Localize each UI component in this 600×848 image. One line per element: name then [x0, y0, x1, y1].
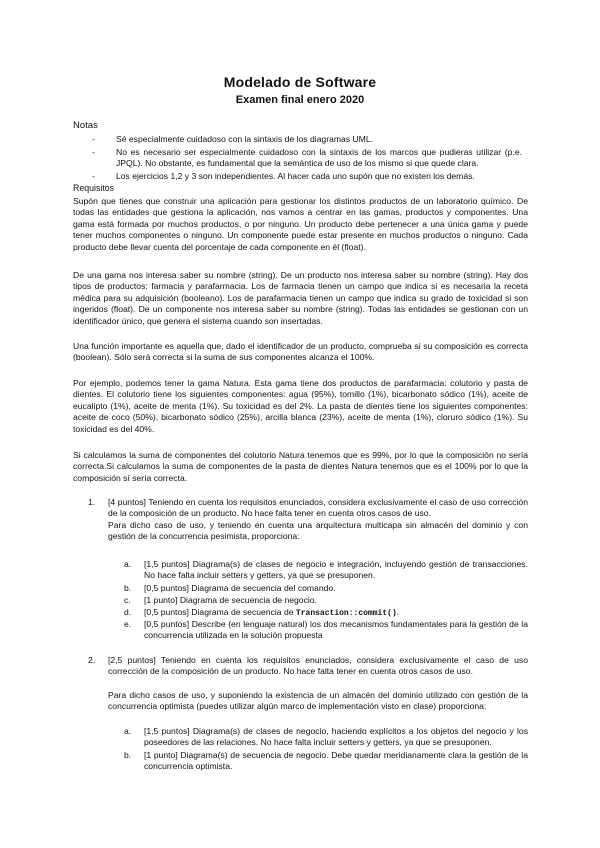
- item-letter: c.: [124, 595, 131, 605]
- item-text: [1 punto] Diagrama(s) de secuencia de negocio. Debe quedar meridianamente clara la gestión de la concurrencia optimista.: [144, 750, 528, 772]
- document-title: Modelado de Software: [223, 74, 377, 90]
- exercise-item: [124, 559, 528, 581]
- requisitos-heading: Requisitos: [73, 183, 115, 193]
- item-text: [1 punto] Diagrama de secuencia de negocio.: [144, 595, 317, 605]
- item-letter: a.: [124, 726, 132, 736]
- exercise-intro: [2,5 puntos] Teniendo en cuenta los requisitos enunciados, considera exclusivamente el caso de uso corrección de la composición de un producto. No hace falta tener en cuenta otros casos de uso.: [108, 655, 528, 677]
- exercise-intro-2: Para dicho caso de uso, y teniendo en cuenta una arquitectura multicapa sin almacén del dominio y con gestión de la concurrencia pesimista, proporciona:: [108, 519, 528, 542]
- requisitos-paragraph: Si calculamos la suma de componentes del colutorio Natura tenemos que es 99%, por lo que la composición no sería correcta.Si calculamos la suma de componentes de la pasta de dientes Natura tenemos que es el 100% por lo que la composición sí sería correcta.: [73, 450, 528, 483]
- bullet-marker: -: [92, 134, 95, 144]
- exercise-item: [124, 619, 528, 641]
- nota-text: Sé especialmente cuidadoso con la sintaxis de los diagramas UML.: [116, 134, 373, 144]
- nota-item: [92, 147, 522, 169]
- exercise-number: 2.: [88, 655, 96, 665]
- item-text: [1,5 puntos] Diagrama(s) de clases de negocio, haciendo explícitos a los objetos del negocio y los poseedores de las relaciones. No hace falta incluir setters y getters, ya que se presuponen.: [144, 726, 528, 748]
- item-text-suffix: .: [396, 607, 400, 617]
- exercise-intro-2: Para dicho casos de uso, y suponiendo la existencia de un almacén del dominio utilizado con gestión de la concurrencia optimista (puedes utilizar algún marco de implementación visto en clase) proporciona:: [108, 690, 528, 712]
- nota-text: No es necesario ser especialmente cuidadoso con la sintaxis de los marcos que pudieras utilizar (p.e. JPQL). No obstante, es fundamental que la semántica de uso de los mismo si que quede clara.: [116, 147, 522, 169]
- code-snippet: Transaction::commit(): [295, 609, 397, 618]
- exercise-number: 1.: [88, 497, 96, 507]
- exercise-2-intro-2: [88, 690, 528, 713]
- item-letter: e.: [124, 619, 132, 629]
- notas-heading: Notas: [73, 120, 98, 131]
- item-text: [1,5 puntos] Diagrama(s) de clases de negocio e integración, incluyendo gestión de transacciones. No hace falta incluir setters y getters, ya que se presuponen.: [144, 559, 528, 581]
- exercise-item: [124, 583, 528, 594]
- exercise-item: [124, 726, 528, 748]
- requisitos-paragraph: De una gama nos interesa saber su nombre (string). De un producto nos interesa saber su nombre (string). Hay dos tipos de productos: farmacia y parafarmacia. Los de farmacia tienen un campo que indica si es necesaria la receta médica para su adquisición (booleano). Los de parafarmacia tienen un campo que indica su grado de toxicidad si son ingeridos (float). De un componente nos interesa saber su nombre (string). Todas las entidades se gestionan con un identificador único, que genera el sistema cuando son insertadas.: [73, 270, 528, 326]
- exercise-intro: [4 puntos] Teniendo en cuenta los requisitos enunciados, considera exclusivamente el caso de uso corrección de la composición de un producto. No hace falta tener en cuenta otros casos de uso.: [108, 497, 528, 519]
- exercise-2: [88, 655, 528, 678]
- item-text: [0,5 puntos] Describe (en lenguaje natural) los dos mecanismos fundamentales para la gestión de la concurrencia utilizada en la solución propuesta: [144, 619, 528, 641]
- bullet-marker: -: [92, 171, 95, 181]
- item-letter: b.: [124, 583, 132, 593]
- exercise-item: [124, 750, 528, 772]
- bullet-marker: -: [92, 147, 95, 157]
- nota-item: [92, 171, 522, 182]
- requisitos-paragraph: Una función importante es aquella que, dado el identificador de un producto, comprueba si su composición es correcta (boolean). Sólo será correcta si la suma de sus componentes alcanza el 100%.: [73, 341, 528, 363]
- requisitos-paragraph: Supón que tienes que construir una aplicación para gestionar los distintos productos de un laboratorio químico. De todas las entidades que gestiona la aplicación, nos vamos a centrar en las gamas, productos y componentes. Una gama está formada por muchos productos, o por ninguno. Un producto debe pertenecer a una única gama y puede tener muchos componentes o ninguno. Un componente puede estar presente en muchos productos o ninguno. Cada producto debe llevar cuenta del porcentaje de cada componente en él (float).: [73, 196, 528, 252]
- item-text: [144, 607, 528, 619]
- nota-item: [92, 134, 522, 145]
- item-letter: d.: [124, 607, 132, 617]
- exercise-1: [88, 497, 528, 543]
- item-letter: b.: [124, 750, 132, 760]
- requisitos-paragraph: Por ejemplo, podemos tener la gama Natura. Esta gama tiene dos productos de parafarmacia: colutorio y pasta de dientes. El colutorio tiene los siguientes componentes: agua (95%), tomillo (1%), bicarbonato sódico (1%), aceite de eucalipto (1%), aceite de menta (1%). Su toxicidad es del 2%. La pasta de dientes tiene los siguientes componentes: aceite de coco (50%), bicarbonato sódico (25%), arcilla blanca (23%), aceite de menta (1%), cloruro sódico (1%). Su toxicidad es del 40%.: [73, 378, 528, 434]
- exercise-item: [124, 607, 528, 619]
- document-subtitle: Examen final enero 2020: [235, 94, 365, 106]
- item-letter: a.: [124, 559, 132, 569]
- exercise-item: [124, 595, 528, 606]
- nota-text: Los ejercicios 1,2 y 3 son independientes. Al hacer cada uno supón que no existen los demás.: [116, 171, 475, 181]
- item-text-prefix: [0,5 puntos] Diagrama de secuencia de: [144, 607, 296, 617]
- item-text: [0,5 puntos] Diagrama de secuencia del comando.: [144, 583, 336, 593]
